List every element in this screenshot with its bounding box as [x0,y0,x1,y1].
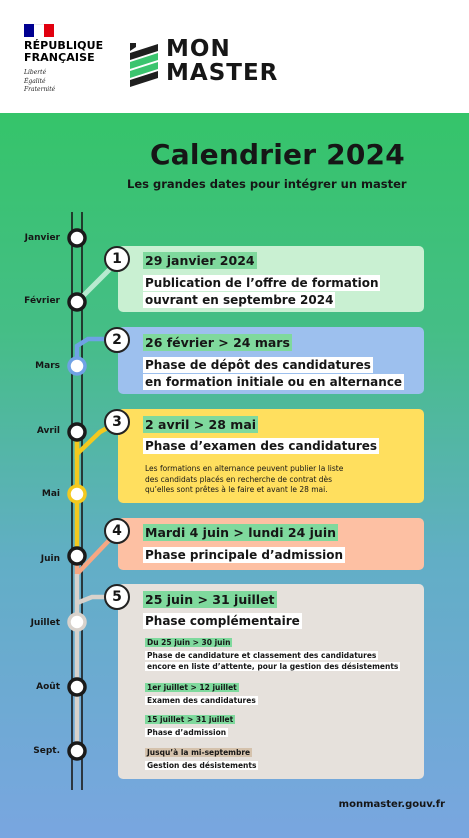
step-date: Mardi 4 juin > lundi 24 juin [145,525,336,540]
mon-master-logo-icon [130,43,160,89]
footer-url[interactable]: monmaster.gouv.fr [338,799,445,810]
step-date: 26 février > 24 mars [145,335,290,350]
month-label: Mai [41,489,60,499]
substep-text: Phase de candidature et classement des candidatures encore en liste d’attente, pour la gestion des désistements [147,651,399,671]
flag-blue [24,24,34,37]
substep-date: Du 25 juin > 30 juin [147,638,231,647]
step-title: Phase d’examen des candidatures [145,439,378,453]
step-date: 2 avril > 28 mai [145,417,257,432]
header [0,0,469,113]
substep-text: Phase d’admission [147,728,227,737]
step-badge: 3 [104,409,130,435]
mon-master-logo: MON MASTER [166,36,279,86]
step-badge: 5 [104,584,130,610]
page-subtitle: Les grandes dates pour intégrer un master [127,177,407,191]
step-badge: 4 [104,518,130,544]
step-badge: 2 [104,327,130,353]
flag-white [34,24,44,38]
step-badge: 1 [104,246,130,272]
month-label: Avril [36,426,60,436]
flag-red [44,24,54,37]
step-date: 25 juin > 31 juillet [145,592,275,607]
republic-motto: Liberté Égalité Fraternité [24,69,56,93]
substep-date: 15 juillet > 31 juillet [147,715,234,724]
step-title: Phase de dépôt des candidatures en formation initiale ou en alternance [145,358,403,389]
step-title: Phase complémentaire [145,614,300,628]
step-title: Publication de l’offre de formation ouvrant en septembre 2024 [145,276,379,307]
month-label: Sept. [33,746,60,756]
month-label: Février [24,296,60,306]
page-title: Calendrier 2024 [150,138,405,171]
step-title: Phase principale d’admission [145,548,344,562]
month-label: Janvier [24,233,60,243]
month-label: Juillet [30,618,60,628]
step-note: Les formations en alternance peuvent publier la liste des candidats placés en recherche de contrat dès qu’elles sont prêtes à le faire et avant le 28 mai. [145,464,344,494]
month-label: Août [36,682,60,692]
substep-text: Gestion des désistements [147,761,257,770]
step-date: 29 janvier 2024 [145,253,255,268]
substep-date: 1er juillet > 12 juillet [147,683,237,692]
substep-date: Jusqu’à la mi-septembre [147,748,251,757]
month-label: Mars [35,361,60,371]
republique-francaise: RÉPUBLIQUE FRANÇAISE [24,39,104,64]
month-label: Juin [40,554,60,564]
substep-text: Examen des candidatures [147,696,256,705]
